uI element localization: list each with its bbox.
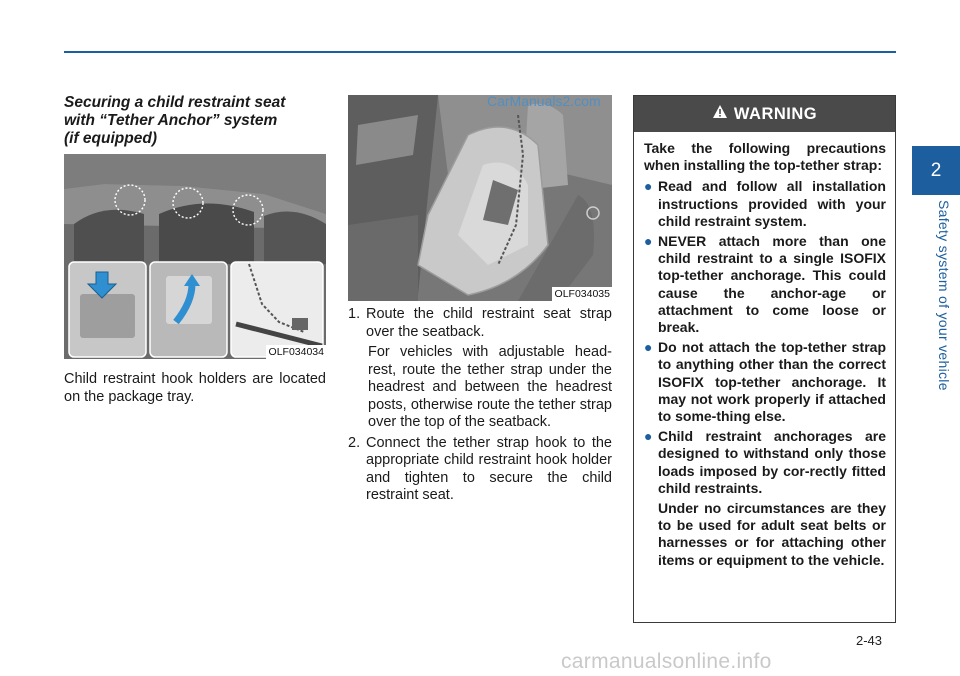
chapter-title: Safety system of your vehicle — [936, 200, 952, 391]
bullet-icon: ● — [644, 178, 653, 195]
figure-package-tray — [64, 154, 326, 359]
warning-extra-text: Under no circumstances are they to be used for adult seat belts or harnesses or for attaching other items or equipment to the vehicle. — [658, 500, 886, 568]
warning-item — [644, 233, 886, 336]
package-tray-illustration — [64, 154, 326, 359]
step-1 — [348, 306, 612, 341]
warning-body — [634, 132, 895, 569]
bullet-icon: ● — [644, 428, 653, 445]
figure-child-seat — [348, 95, 612, 301]
step-text: Route the child restraint seat strap over the seatback. — [366, 306, 612, 340]
heading-line-1: Securing a child restraint seat — [64, 94, 286, 111]
figure-code: OLF034035 — [552, 287, 612, 301]
bullet-icon: ● — [644, 233, 653, 250]
child-seat-illustration — [348, 95, 612, 301]
figure-code: OLF034034 — [266, 345, 326, 359]
warning-item-text: Read and follow all installation instructions provided with your child restraint system. — [658, 178, 886, 229]
section-heading — [64, 94, 326, 148]
watermark-bottom: carmanualsonline.info — [561, 650, 772, 673]
warning-item-text: Do not attach the top-tether strap to anything other than the correct ISOFIX top-tether anchorage. It may not work properly if attached to some-thing else. — [658, 339, 886, 425]
chapter-number-tab: 2 — [912, 146, 960, 195]
warning-header — [634, 96, 895, 132]
bullet-icon: ● — [644, 339, 653, 356]
header-rule — [64, 51, 896, 53]
step-number: 2. — [348, 434, 361, 451]
step-2 — [348, 435, 612, 505]
warning-title: WARNING — [733, 104, 818, 123]
warning-triangle-icon — [712, 104, 728, 124]
step-number: 1. — [348, 306, 361, 322]
warning-intro: Take the following precautions when installing the top-tether strap: — [644, 140, 886, 174]
warning-item — [644, 178, 886, 230]
warning-item-text: NEVER attach more than one child restraint to a single ISOFIX top-tether anchorage. This could cause the anchor-age or attachment to come loose or break. — [658, 233, 886, 336]
hook-holders-paragraph: Child restraint hook holders are located on the package tray. — [64, 371, 326, 405]
page-number: 2-43 — [856, 633, 883, 648]
warning-item — [644, 428, 886, 497]
warning-item — [644, 339, 886, 425]
step-text: Connect the tether strap hook to the appropriate child restraint hook holder and tighten to secure the child restraint seat. — [366, 434, 612, 503]
watermark-top: CarManuals2.com — [487, 93, 601, 109]
step-1-note: For vehicles with adjustable head-rest, route the tether strap under the headrest and between the headrest posts, otherwise route the tether strap over the top of the seatback. — [368, 344, 612, 430]
heading-line-2: with “Tether Anchor” system — [64, 112, 278, 129]
steps-list — [348, 306, 612, 505]
warning-item-text: Child restraint anchorages are designed to withstand only those loads imposed by cor-rectly fitted child restraints. — [658, 428, 886, 496]
heading-line-3: (if equipped) — [64, 130, 157, 147]
warning-box — [633, 95, 896, 623]
